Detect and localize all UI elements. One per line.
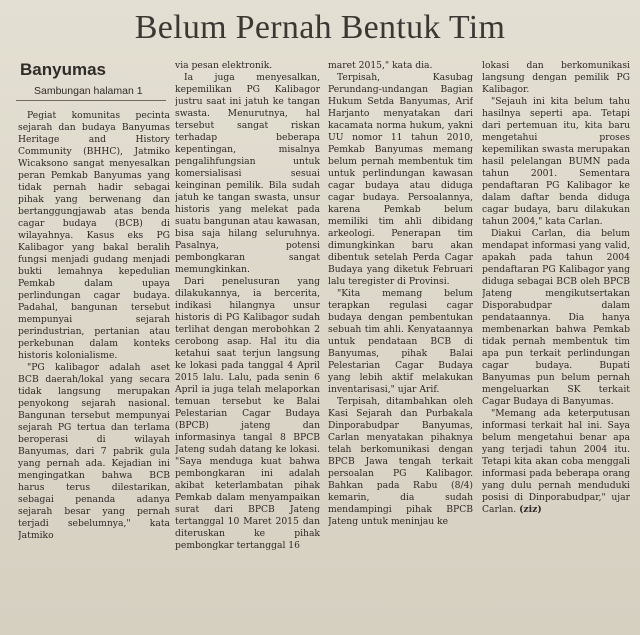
paragraph: Ia juga menyesalkan, kepemilikan PG Kalibagor justru saat ini jatuh ke tangan swasta. Menurutnya, hal tersebut sangat riskan terhadap beberapa kepentingan, misalnya pengalihfungsian untuk komersialisasi sesuai keinginan pemilik. Bila sudah jatuh ke tangan swasta, unsur historis yang melekat pada suatu bangunan atau kawasan, bisa saja hilang seluruhnya. Pasalnya, potensi pembongkaran sangat memungkinkan. [175,72,320,275]
paragraph: Diakui Carlan, dia belum mendapat informasi yang valid, apakah pada tahun 2004 pendaftaran PG Kalibagor yang diduga sebagai BCB oleh BPCB Jateng mengikutsertakan Disporabudpar dalam pendataannya. Dia hanya membenarkan bahwa Pemkab tidak pernah membentuk tim apa pun terkait perlindungan cagar budaya. Bupati Banyumas pun belum pernah mengeluarkan SK terkait Cagar Budaya di Banyumas. [482,228,630,407]
article-column-4 [482,60,630,630]
paragraph [482,408,630,516]
paragraph-text: "Memang ada keterputusan informasi terkait hal ini. Saya belum mengetahui benar apa yang terjadi tahun 2004 itu. Tetapi kita akan coba menggali informasi pada beberapa orang yang dulu pernah menduduki posisi di Dinporabudpar," ujar Carlan. [482,408,630,515]
kicker-location: Banyumas [20,60,106,79]
paragraph: Dari penelusuran yang dilakukannya, ia bercerita, indikasi hilangnya unsur historis di PG Kalibagor sudah terlihat dengan merobohkan 2 cerobong asap. Hal itu dia ketahui saat terjun langsung ke lokasi pada tanggal 4 April 2015 lalu. Lalu, pada senin 6 April ia juga telah melaporkan temuan tersebut ke Balai Pelestarian Cagar Budaya (BPCB) jateng dan informasinya tangal 8 BPCB Jateng sudah datang ke lokasi. "Saya menduga kuat bahwa pembongkaran ini adalah akibat keterlambatan pihak Pemkab dalam menyampaikan surat dari BPCB Jateng tertanggal 10 Maret 2015 dan diteruskan ke pihak pembongkar tertanggal 16 [175,276,320,551]
paragraph: via pesan elektronik. [175,60,273,71]
continuation-note: Sambungan halaman 1 [34,85,143,97]
headline: Belum Pernah Bentuk Tim [134,9,506,46]
article-column-2 [175,60,320,630]
article-column-3 [328,60,473,630]
paragraph: Terpisah, Kasubag Perundang-undangan Bagian Hukum Setda Banyumas, Arif Harjanto menyatakan dari kacamata norma hukum, yakni UU nomor 11 tahun 2010, Pemkab Banyumas memang belum pernah membentuk tim untuk perlindungan kawasan cagar budaya atau diduga cagar budaya. Persoalannya, karena Pemkab belum memiliki tim ahli dibidang arkeologi. Penerapan tim dimungkinkan baru akan dibentuk setelah Perda Cagar Budaya yang diketuk Februari lalu teregister di Provinsi. [328,72,473,287]
paragraph: Pegiat komunitas pecinta sejarah dan budaya Banyumas Heritage and History Community (BHHC), Jatmiko Wicaksono sangat menyesalkan peran Pemkab Banyumas yang tidak pernah hadir sebagai pihak yang berwenang dan bertanggungjawab atas benda cagar budaya (BCB) di wilayahnya. Kasus eks PG Kalibagor yang bakal beralih fungsi menjadi gudang menjadi bukti lemahnya kepedulian Pemkab dalam upaya perlindungan cagar budaya. Padahal, bangunan tersebut mempunyai sejarah perindustrian, pertanian atau perkebunan dalam konteks historis kolonialisme. [18,110,170,361]
kicker-rule [16,100,166,101]
article-column-1 [18,110,170,630]
author-signature: (ziz) [519,504,542,515]
paragraph: "Kita memang belum terapkan regulasi cagar budaya dengan pembentukan sebuah tim ahli. Kenyataannya untuk pendataan BCB di Banyumas, pihak Balai Pelestarian Cagar Budaya yang lebih aktif melakukan inventarisasi," ujar Arif. [328,288,473,395]
paragraph: "PG kalibagor adalah aset BCB daerah/lokal yang secara tidak langsung merupakan penyokong sejarah nasional. Bangunan tersebut mempunyai sejarah PG tertua dan terlama beroperasi di wilayah Banyumas, dari 7 pabrik gula yang pernah ada. Kejadian ini mengingatkan bahwa BCB harus terus dilestarikan, sebagai penanda adanya sejarah besar yang pernah terjadi sebelumnya," kata Jatmiko [18,362,170,541]
paragraph: "Sejauh ini kita belum tahu hasilnya seperti apa. Tetapi dari pertemuan itu, kita baru mengetahui proses kepemilikan swasta merupakan hasil pelelangan BUMN pada tahun 2001. Sementara pendaftaran PG Kalibagor ke dalam daftar benda diduga cagar budaya, baru dilakukan tahun 2004," kata Carlan. [482,96,630,227]
paragraph: lokasi dan berkomunikasi langsung dengan pemilik PG Kalibagor. [482,60,630,95]
paragraph: Terpisah, ditambahkan oleh Kasi Sejarah dan Purbakala Dinporabudpar Banyumas, Carlan menyatakan pihaknya telah berkomunikasi dengan BPCB Jawa tengah terkait persoalan PG Kalibagor. Bahkan pada Rabu (8/4) kemarin, dia sudah mendampingi pihak BPCB Jateng untuk meninjau ke [328,396,473,527]
paragraph: maret 2015," kata dia. [328,60,433,71]
